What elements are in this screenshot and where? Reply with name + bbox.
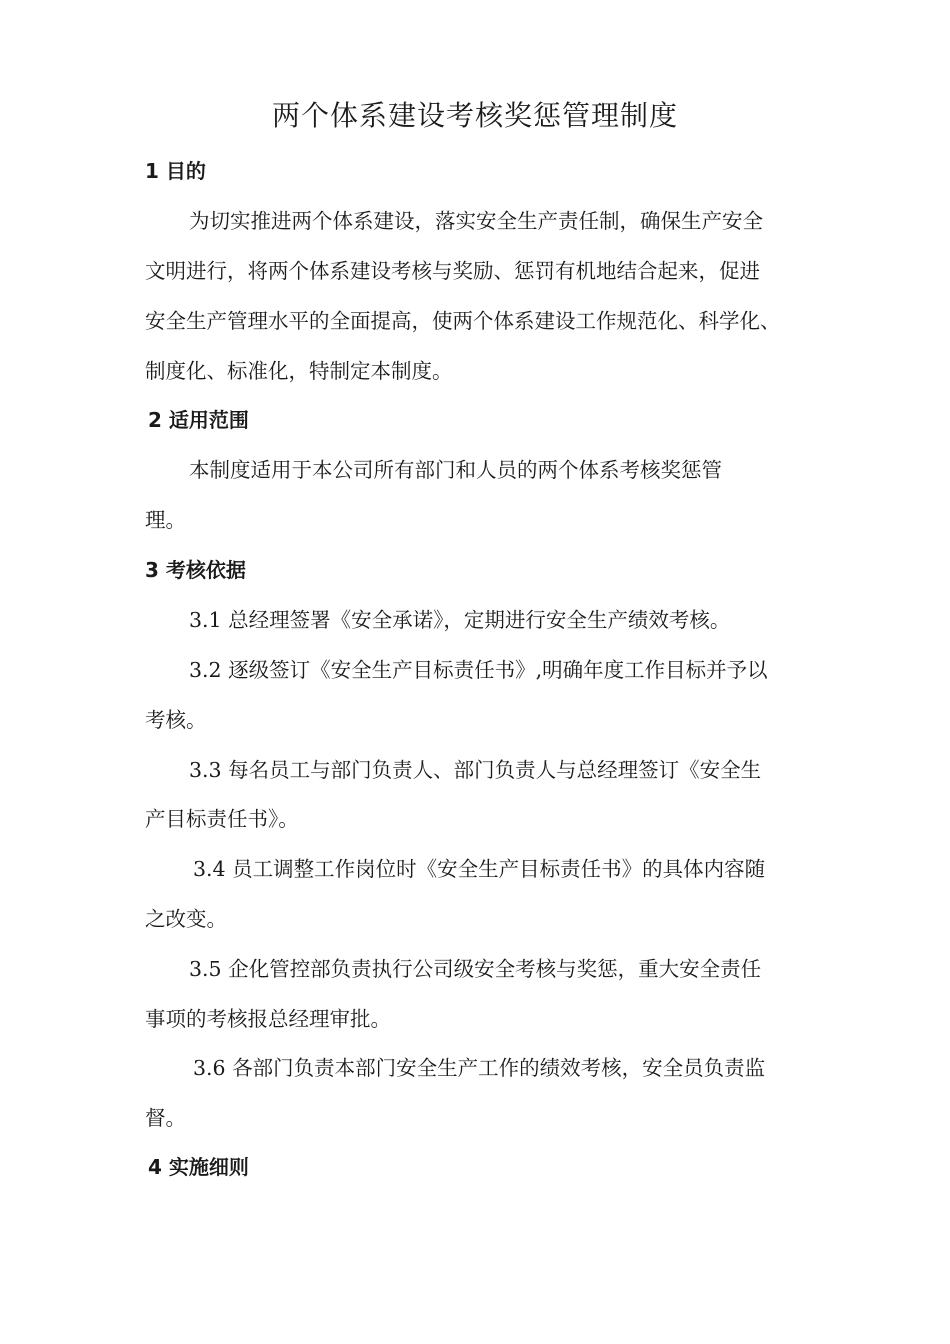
section-heading-purpose: 1 目的 [145, 159, 206, 183]
paragraph-line: 产目标责任书》。 [145, 807, 299, 831]
paragraph-line: 之改变。 [145, 907, 227, 931]
paragraph-line: 3.1 总经理签署《安全承诺》，定期进行安全生产绩效考核。 [189, 608, 731, 632]
paragraph-line: 3.2 逐级签订《安全生产目标责任书》,明确年度工作目标并予以 [189, 658, 768, 682]
paragraph-line: 为切实推进两个体系建设，落实安全生产责任制，确保生产安全 [189, 209, 763, 233]
section-heading-basis: 3 考核依据 [145, 558, 246, 582]
paragraph-line: 考核。 [145, 708, 207, 732]
paragraph-line: 事项的考核报总经理审批。 [145, 1007, 391, 1031]
paragraph-line: 制度化、标准化，特制定本制度。 [145, 359, 453, 383]
paragraph-line: 安全生产管理水平的全面提高，使两个体系建设工作规范化、科学化、 [145, 309, 781, 333]
paragraph-line: 本制度适用于本公司所有部门和人员的两个体系考核奖惩管 [189, 458, 722, 482]
paragraph-line: 3.5 企化管控部负责执行公司级安全考核与奖惩，重大安全责任 [189, 957, 762, 981]
paragraph-line: 督。 [145, 1106, 186, 1130]
paragraph-line: 文明进行，将两个体系建设考核与奖励、惩罚有机地结合起来，促进 [145, 259, 760, 283]
paragraph-line: 理。 [145, 508, 186, 532]
section-heading-implementation: 4 实施细则 [148, 1155, 249, 1179]
paragraph-line: 3.6 各部门负责本部门安全生产工作的绩效考核，安全员负责监 [193, 1056, 766, 1080]
paragraph-line: 3.4 员工调整工作岗位时《安全生产目标责任书》的具体内容随 [193, 857, 766, 881]
paragraph-line: 3.3 每名员工与部门负责人、部门负责人与总经理签订《安全生 [189, 758, 762, 782]
document-title: 两个体系建设考核奖惩管理制度 [271, 99, 678, 132]
section-heading-scope: 2 适用范围 [148, 408, 249, 432]
